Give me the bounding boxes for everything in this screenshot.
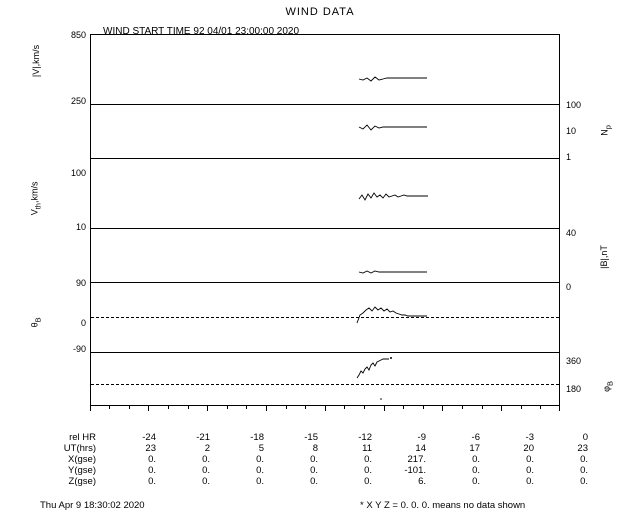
table-row	[40, 476, 588, 487]
cell: 0.	[202, 454, 210, 465]
cell: 0.	[310, 465, 318, 476]
cell: -101.	[404, 465, 426, 476]
cell: 14	[415, 443, 426, 454]
timestamp: Thu Apr 9 18:30:02 2020	[40, 500, 145, 511]
axis-label-velocity: |V|,km/s	[31, 44, 41, 78]
cell: 0.	[580, 476, 588, 487]
cell: 5	[258, 443, 264, 454]
row-label: rel HR	[69, 432, 96, 443]
cell: 11	[362, 443, 372, 454]
cell: 0.	[526, 476, 534, 487]
row-label: Y(gse)	[68, 465, 96, 476]
ytick-b-min: 0	[566, 282, 572, 292]
cell: 0.	[472, 465, 480, 476]
axis-label-np: $N_p$	[599, 125, 613, 136]
cell: 0.	[256, 476, 264, 487]
panel-field-magnitude	[90, 228, 560, 282]
cell: 23	[145, 443, 156, 454]
ytick-theta-mid: 0	[80, 318, 86, 328]
axis-label-theta-b: $\theta_B$	[29, 317, 43, 328]
cell: 0.	[310, 454, 318, 465]
ytick-phi-max: 360	[566, 356, 582, 366]
page-title: WIND DATA	[285, 6, 355, 18]
cell: 217.	[407, 454, 426, 465]
cell: 0.	[310, 476, 318, 487]
ytick-phi-mid: 180	[566, 384, 582, 394]
row-label: X(gse)	[68, 454, 96, 465]
start-time-label: WIND START TIME 92 04/01 23:00:00 2020	[103, 26, 300, 37]
cell: -15	[304, 432, 318, 443]
cell: -12	[358, 432, 372, 443]
table-row	[40, 443, 588, 454]
ytick-b-max: 40	[566, 228, 577, 238]
cell: 0.	[148, 454, 156, 465]
cell: 0.	[364, 465, 372, 476]
x-axis-ticks	[90, 406, 560, 414]
panel-velocity	[90, 34, 560, 104]
cell: -9	[417, 432, 426, 443]
cell: 0.	[580, 465, 588, 476]
row-label: UT(hrs)	[63, 443, 96, 454]
data-table	[40, 432, 588, 487]
panel-density-plot	[91, 105, 561, 159]
panel-theta-b	[90, 282, 560, 352]
table-row	[40, 465, 588, 476]
table-row	[40, 432, 588, 443]
cell: 0.	[256, 454, 264, 465]
cell: 8	[312, 443, 318, 454]
cell: 0.	[472, 476, 480, 487]
cell: 0.	[472, 454, 480, 465]
row-label: Z(gse)	[68, 476, 96, 487]
panel-phi-b	[90, 352, 560, 406]
cell: 0.	[202, 476, 210, 487]
cell: 0.	[148, 476, 156, 487]
ytick-np-mid: 10	[566, 126, 577, 136]
ytick-velocity-max: 850	[70, 30, 86, 40]
cell: 0	[582, 432, 588, 443]
cell: 0.	[580, 454, 588, 465]
cell: 2	[204, 443, 210, 454]
ytick-vth-max: 100	[70, 168, 86, 178]
panel-thermal-speed-plot	[91, 159, 561, 229]
cell: 0.	[526, 465, 534, 476]
cell: -21	[196, 432, 210, 443]
cell: -6	[471, 432, 480, 443]
cell: 17	[469, 443, 480, 454]
cell: 23	[577, 443, 588, 454]
cell: 0.	[364, 454, 372, 465]
ytick-theta-min: -90	[72, 344, 86, 354]
cell: 0.	[526, 454, 534, 465]
cell: 0.	[256, 465, 264, 476]
panel-velocity-plot	[91, 35, 561, 105]
cell: -24	[142, 432, 156, 443]
ytick-np-min: 1	[566, 152, 572, 162]
ytick-theta-max: 90	[75, 278, 86, 288]
summary-table	[40, 432, 588, 487]
cell: 0.	[202, 465, 210, 476]
panel-phi-b-plot	[91, 353, 561, 407]
cell: 0.	[364, 476, 372, 487]
panel-density	[90, 104, 560, 158]
panel-thermal-speed	[90, 158, 560, 228]
table-row	[40, 454, 588, 465]
cell: 0.	[148, 465, 156, 476]
panel-theta-b-plot	[91, 283, 561, 353]
ytick-np-max: 100	[566, 100, 582, 110]
axis-label-phi-b: $\varphi_B$	[601, 380, 615, 392]
ytick-vth-min: 10	[75, 222, 86, 232]
chart-panels	[90, 34, 560, 406]
cell: -18	[250, 432, 264, 443]
cell: 6.	[418, 476, 426, 487]
axis-label-b: |B|,nT	[599, 245, 609, 269]
panel-field-magnitude-plot	[91, 229, 561, 283]
ytick-velocity-min: 250	[70, 96, 86, 106]
axis-label-vth: $V_{th},km/s$	[29, 181, 43, 216]
footnote: * X Y Z = 0. 0. 0. means no data shown	[360, 500, 526, 511]
cell: 20	[523, 443, 534, 454]
cell: -3	[525, 432, 534, 443]
